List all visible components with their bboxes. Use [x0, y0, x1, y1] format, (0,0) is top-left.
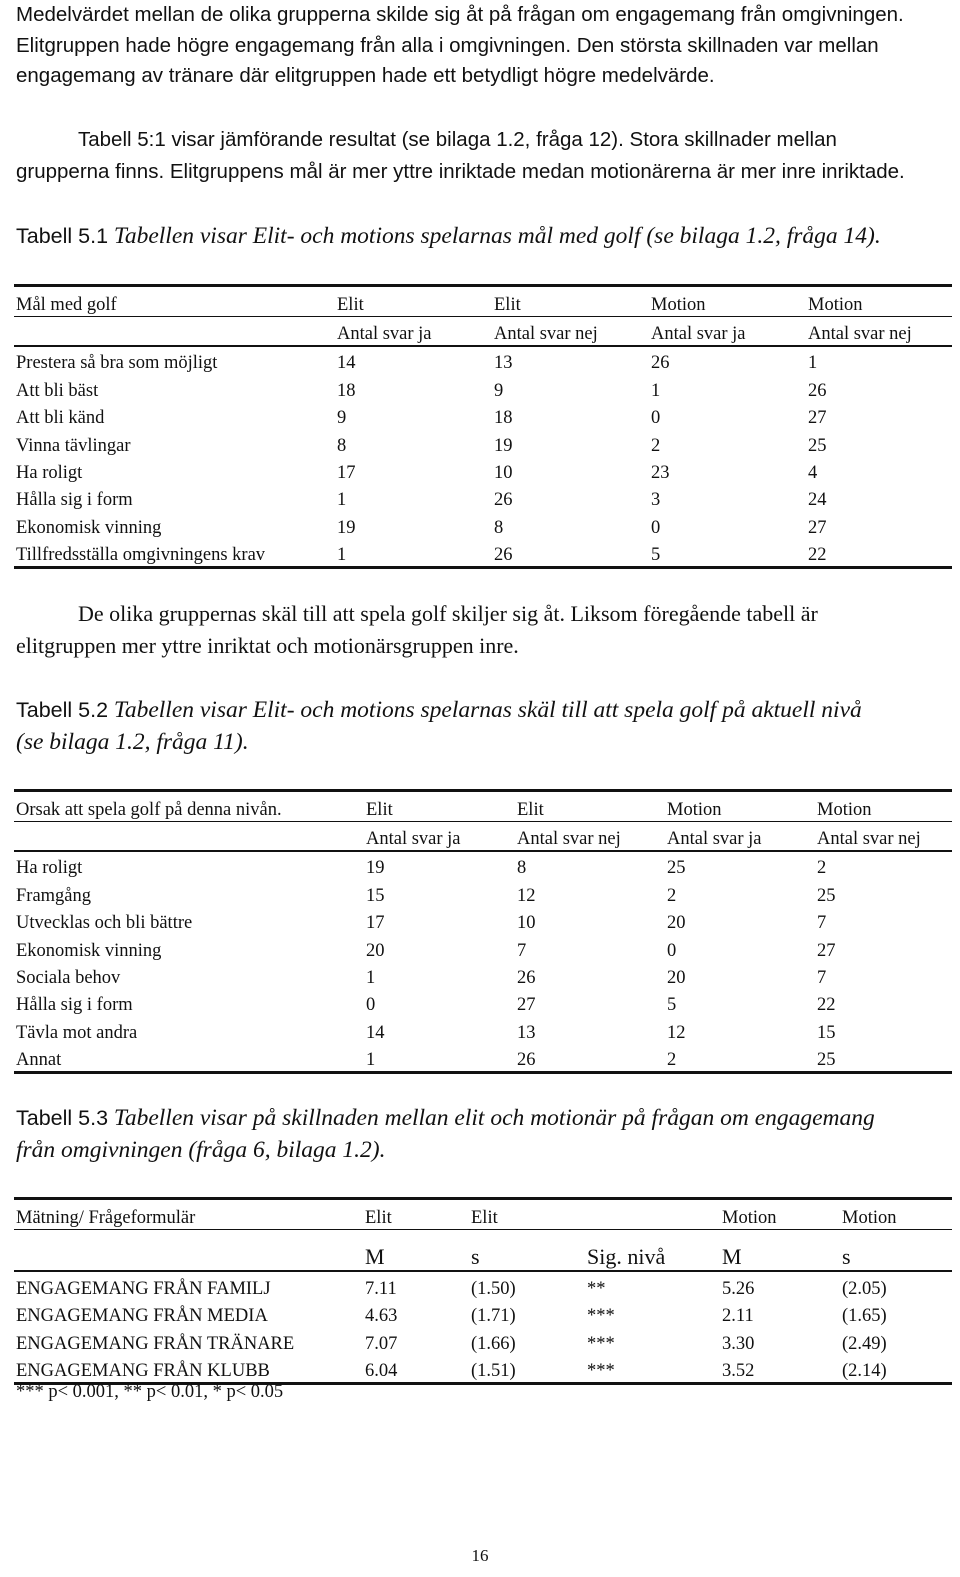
table-header-row	[14, 286, 952, 317]
header-cell: Elit	[335, 286, 492, 317]
subheader-cell: s	[469, 1230, 585, 1272]
cell: 10	[517, 913, 536, 934]
cell: 9	[494, 380, 504, 401]
cell: 0	[651, 517, 661, 538]
subheader-cell	[14, 317, 335, 347]
summary-paragraph-2	[16, 598, 956, 661]
summary-paragraph-1	[16, 124, 956, 187]
summary-2-line-2: elitgruppen mer yttre inriktat och motionärsgruppen inre.	[16, 632, 519, 658]
cell: 12	[667, 1022, 686, 1043]
cell: 1	[335, 539, 492, 568]
cell: 1	[808, 353, 818, 374]
row-label: Framgång	[16, 885, 92, 906]
cell: 26	[808, 380, 827, 401]
cell: 20	[667, 967, 686, 988]
cell: (2.49)	[842, 1333, 887, 1354]
cell: (2.14)	[840, 1355, 952, 1384]
cell: 7.11	[365, 1278, 397, 1299]
table-row	[14, 1016, 952, 1043]
row-label: Vinna tävlingar	[16, 435, 131, 456]
header-cell: Elit	[469, 1199, 585, 1230]
table-row	[14, 374, 952, 401]
header-cell: Orsak att spela golf på denna nivån.	[14, 791, 364, 822]
cell: 1	[651, 380, 661, 401]
cell: 1	[364, 1044, 515, 1073]
table-row	[14, 851, 952, 879]
cell: 8	[517, 858, 527, 879]
cell: 4	[808, 462, 818, 483]
row-label: Tävla mot andra	[16, 1022, 138, 1043]
cell: 9	[337, 408, 347, 429]
cell: 2	[665, 1044, 815, 1073]
cell: 25	[817, 885, 836, 906]
header-cell: Mål med golf	[14, 286, 335, 317]
table-header-row	[14, 1199, 952, 1230]
subheader-cell: Antal svar nej	[815, 822, 952, 852]
cell: 3	[651, 490, 661, 511]
row-label: Hålla sig i form	[16, 490, 133, 511]
cell: 15	[817, 1022, 836, 1043]
row-label: Utvecklas och bli bättre	[16, 913, 193, 934]
cell: 19	[366, 858, 385, 879]
header-cell: Elit	[492, 286, 649, 317]
table-5-3	[14, 1197, 952, 1385]
cell: ***	[587, 1306, 615, 1326]
table-subheader-row	[14, 317, 952, 347]
cell: 5.26	[722, 1278, 755, 1299]
subheader-cell: Antal svar ja	[364, 822, 515, 852]
table-row	[14, 429, 952, 456]
header-cell: Motion	[720, 1199, 840, 1230]
header-cell: Elit	[364, 791, 515, 822]
caption-text-line-2: (se bilaga 1.2, fråga 11).	[16, 729, 249, 755]
page-number: 16	[471, 1546, 489, 1565]
intro-line: engagemang av tränare där elitgruppen hade ett betydligt högre medelvärde.	[16, 64, 715, 87]
cell: 13	[494, 353, 513, 374]
cell: (1.51)	[469, 1355, 585, 1384]
subheader-cell: Antal svar ja	[665, 822, 815, 852]
cell: 27	[808, 517, 827, 538]
cell: 26	[492, 539, 649, 568]
cell: 7	[817, 967, 827, 988]
cell: (1.65)	[842, 1306, 887, 1326]
header-cell	[585, 1199, 720, 1230]
header-cell: Motion	[806, 286, 952, 317]
cell: 2	[667, 885, 677, 906]
row-label: ENGAGEMANG FRÅN FAMILJ	[16, 1278, 271, 1299]
table-row	[14, 484, 952, 511]
header-cell: Motion	[840, 1199, 952, 1230]
cell: 2	[651, 435, 661, 456]
summary-2-line-1: De olika gruppernas skäl till att spela golf skiljer sig åt. Liksom föregående tabell är	[78, 601, 818, 626]
cell: 17	[366, 913, 385, 934]
header-cell: Motion	[649, 286, 806, 317]
cell: (2.05)	[842, 1278, 887, 1299]
subheader-cell: Sig. nivå	[585, 1230, 720, 1272]
table-row	[14, 511, 952, 538]
row-label: Sociala behov	[16, 967, 121, 988]
cell: 8	[494, 517, 504, 538]
cell: 18	[337, 380, 356, 401]
subheader-cell: s	[840, 1230, 952, 1272]
caption-text: Tabellen visar på skillnaden mellan elit och motionär på frågan om engagemang	[113, 1105, 875, 1131]
subheader-cell	[14, 822, 364, 852]
cell: (1.71)	[471, 1306, 516, 1326]
header-cell: Elit	[515, 791, 665, 822]
cell: 26	[494, 490, 513, 511]
row-label: Tillfredsställa omgivningens krav	[14, 539, 335, 568]
row-label: Ha roligt	[16, 462, 83, 483]
cell: 5	[667, 995, 677, 1016]
intro-line: Elitgruppen hade högre engagemang från alla i omgivningen. Den största skillnaden var mellan	[16, 33, 879, 57]
cell: 24	[808, 490, 827, 511]
row-label: ENGAGEMANG FRÅN TRÄNARE	[16, 1333, 295, 1354]
table-row	[14, 1355, 952, 1384]
caption-text-line-2: från omgivningen (fråga 6, bilaga 1.2).	[16, 1137, 386, 1163]
cell: 14	[337, 353, 356, 374]
intro-paragraph	[16, 0, 956, 92]
caption-text: Tabellen visar Elit- och motions spelarnas mål med golf (se bilaga 1.2, fråga 14).	[113, 223, 881, 249]
caption-text: Tabellen visar Elit- och motions spelarnas skäl till att spela golf på aktuell nivå	[113, 697, 862, 723]
cell: 0	[667, 940, 677, 961]
cell: 26	[651, 353, 670, 374]
cell: 2	[817, 858, 827, 879]
row-label: Prestera så bra som möjligt	[16, 353, 218, 374]
cell: 27	[517, 995, 536, 1016]
cell: ***	[585, 1355, 720, 1384]
cell: 22	[806, 539, 952, 568]
table-5-2	[14, 789, 952, 1074]
caption-label: Tabell 5.3	[16, 1106, 109, 1130]
cell: 3.52	[720, 1355, 840, 1384]
table-row	[14, 962, 952, 989]
cell: 6.04	[363, 1355, 469, 1384]
summary-1-line-1: Tabell 5:1 visar jämförande resultat (se bilaga 1.2, fråga 12). Stora skillnader mellan	[78, 128, 837, 151]
cell: ***	[587, 1333, 615, 1354]
cell: 23	[651, 462, 670, 483]
subheader-cell: M	[363, 1230, 469, 1272]
table-row	[14, 879, 952, 906]
cell: 12	[517, 885, 536, 906]
subheader-cell: M	[720, 1230, 840, 1272]
summary-1-line-2: grupperna finns. Elitgruppens mål är mer yttre inriktade medan motionärerna är mer inre inriktade.	[16, 159, 905, 183]
table-row	[14, 457, 952, 484]
cell: 22	[817, 995, 836, 1016]
subheader-cell	[14, 1230, 363, 1272]
subheader-cell: Antal svar nej	[806, 317, 952, 347]
cell: 20	[667, 913, 686, 934]
table-row	[14, 1271, 952, 1300]
subheader-cell: Antal svar ja	[335, 317, 492, 347]
cell: 0	[366, 995, 376, 1016]
cell: 7	[517, 940, 527, 961]
header-cell: Motion	[665, 791, 815, 822]
cell: 13	[517, 1022, 536, 1043]
table-row	[14, 989, 952, 1016]
cell: 8	[337, 435, 347, 456]
cell: 25	[808, 435, 827, 456]
header-cell: Elit	[363, 1199, 469, 1230]
row-label: Ekonomisk vinning	[16, 940, 162, 961]
table-row	[14, 346, 952, 374]
cell: **	[587, 1278, 606, 1299]
cell: 25	[667, 858, 686, 879]
cell: 19	[494, 435, 513, 456]
table-5-3-caption	[16, 1102, 956, 1166]
cell: 18	[494, 408, 513, 429]
table-header-row	[14, 791, 952, 822]
row-label: Att bli bäst	[16, 380, 99, 401]
cell: 1	[337, 490, 347, 511]
row-label: Att bli känd	[16, 408, 105, 429]
cell: 19	[337, 517, 356, 538]
row-label: Annat	[14, 1044, 364, 1073]
table-row	[14, 934, 952, 961]
caption-label: Tabell 5.2	[16, 698, 109, 722]
cell: 7	[817, 913, 827, 934]
subheader-cell: Antal svar nej	[515, 822, 665, 852]
row-label: Ha roligt	[16, 858, 83, 879]
row-label: Hålla sig i form	[16, 995, 133, 1016]
table-row	[14, 1327, 952, 1355]
table-subheader-row	[14, 822, 952, 852]
cell: 10	[494, 462, 513, 483]
cell: 4.63	[365, 1306, 398, 1326]
table-row	[14, 402, 952, 429]
cell: 26	[517, 967, 536, 988]
cell: 14	[366, 1022, 385, 1043]
cell: 15	[366, 885, 385, 906]
cell: (1.50)	[471, 1278, 516, 1299]
header-cell: Motion	[815, 791, 952, 822]
cell: 1	[366, 967, 376, 988]
significance-footnote: *** p< 0.001, ** p< 0.01, * p< 0.05	[16, 1382, 284, 1402]
table-row	[14, 539, 952, 568]
table-row	[14, 1044, 952, 1073]
row-label: ENGAGEMANG FRÅN MEDIA	[16, 1306, 268, 1326]
cell: 7.07	[365, 1333, 398, 1354]
cell: 26	[515, 1044, 665, 1073]
caption-label: Tabell 5.1	[16, 224, 109, 248]
row-label: Ekonomisk vinning	[16, 517, 162, 538]
intro-line: Medelvärdet mellan de olika grupperna skilde sig åt på frågan om engagemang från omgivningen.	[16, 3, 904, 26]
header-cell: Mätning/ Frågeformulär	[14, 1199, 363, 1230]
cell: 17	[337, 462, 356, 483]
row-label: ENGAGEMANG FRÅN KLUBB	[14, 1355, 363, 1384]
cell: 2.11	[722, 1306, 754, 1326]
cell: (1.66)	[471, 1333, 516, 1354]
cell: 20	[366, 940, 385, 961]
table-5-1-caption	[16, 220, 956, 252]
table-row	[14, 1300, 952, 1328]
cell: 3.30	[722, 1333, 755, 1354]
subheader-cell: Antal svar nej	[492, 317, 649, 347]
cell: 27	[808, 408, 827, 429]
table-5-1	[14, 284, 952, 569]
table-row	[14, 907, 952, 934]
cell: 0	[651, 408, 661, 429]
table-5-2-caption	[16, 694, 956, 758]
cell: 25	[815, 1044, 952, 1073]
table-subheader-row	[14, 1230, 952, 1272]
cell: 27	[817, 940, 836, 961]
cell: 5	[649, 539, 806, 568]
subheader-cell: Antal svar ja	[649, 317, 806, 347]
